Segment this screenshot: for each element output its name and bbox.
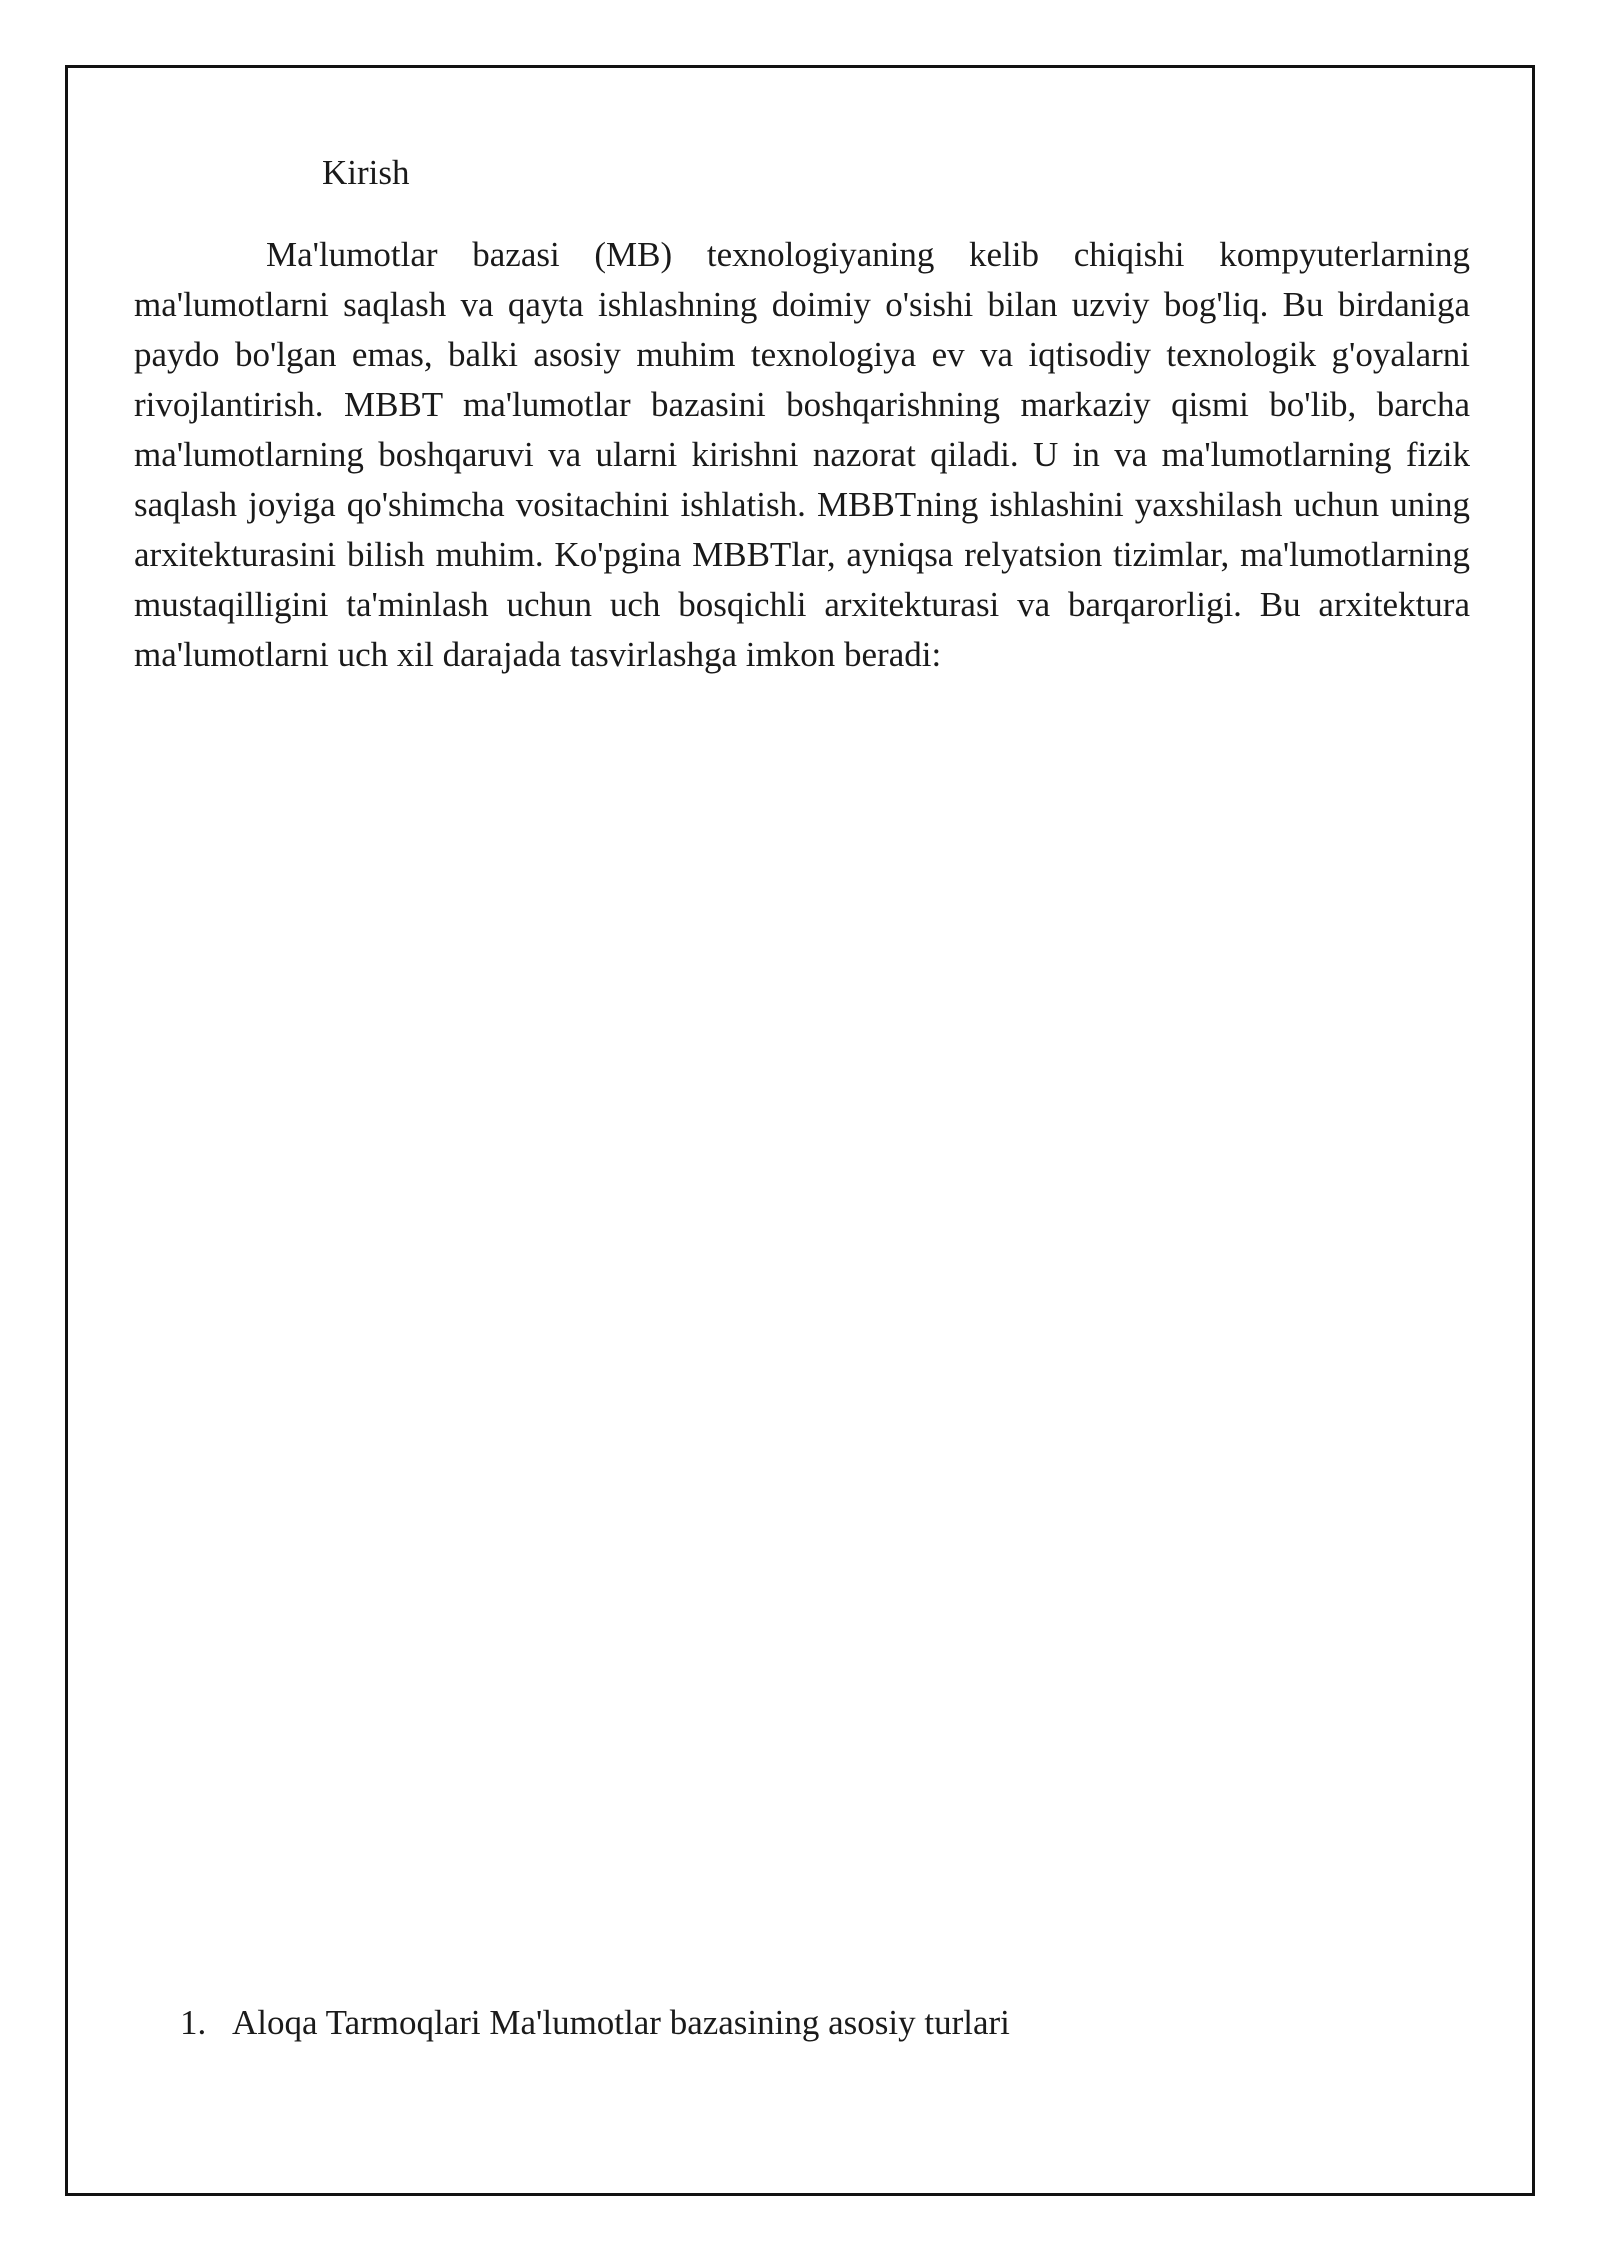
list-item-text: Aloqa Tarmoqlari Ma'lumotlar bazasining asosiy turlari [232, 2003, 1010, 2042]
list-item-number: 1. [180, 2003, 207, 2042]
list-item [180, 1998, 1380, 2048]
section-heading: Kirish [322, 153, 410, 192]
body-paragraph: Ma'lumotlar bazasi (MB) texnologiyaning kelib chiqishi kompyuterlarning ma'lumotlarni saqlash va qayta ishlashning doimiy o'sishi bilan uzviy bog'liq. Bu birdaniga paydo bo'lgan emas, balki asosiy muhim texnologiya ev va iqtisodiy texnologik g'oyalarni rivojlantirish. MBBT ma'lumotlar bazasini boshqarishning markaziy qismi bo'lib, barcha ma'lumotlarning boshqaruvi va ularni kirishni nazorat qiladi. U in va ma'lumotlarning fizik saqlash joyiga qo'shimcha vositachini ishlatish. MBBTning ishlashini yaxshilash uchun uning arxitekturasini bilish muhim. Ko'pgina MBBTlar, ayniqsa relyatsion tizimlar, ma'lumotlarning mustaqilligini ta'minlash uchun uch bosqichli arxitekturasi va barqarorligi. Bu arxitektura ma'lumotlarni uch xil darajada tasvirlashga imkon beradi: [134, 235, 1470, 674]
numbered-list [180, 1998, 1380, 2048]
